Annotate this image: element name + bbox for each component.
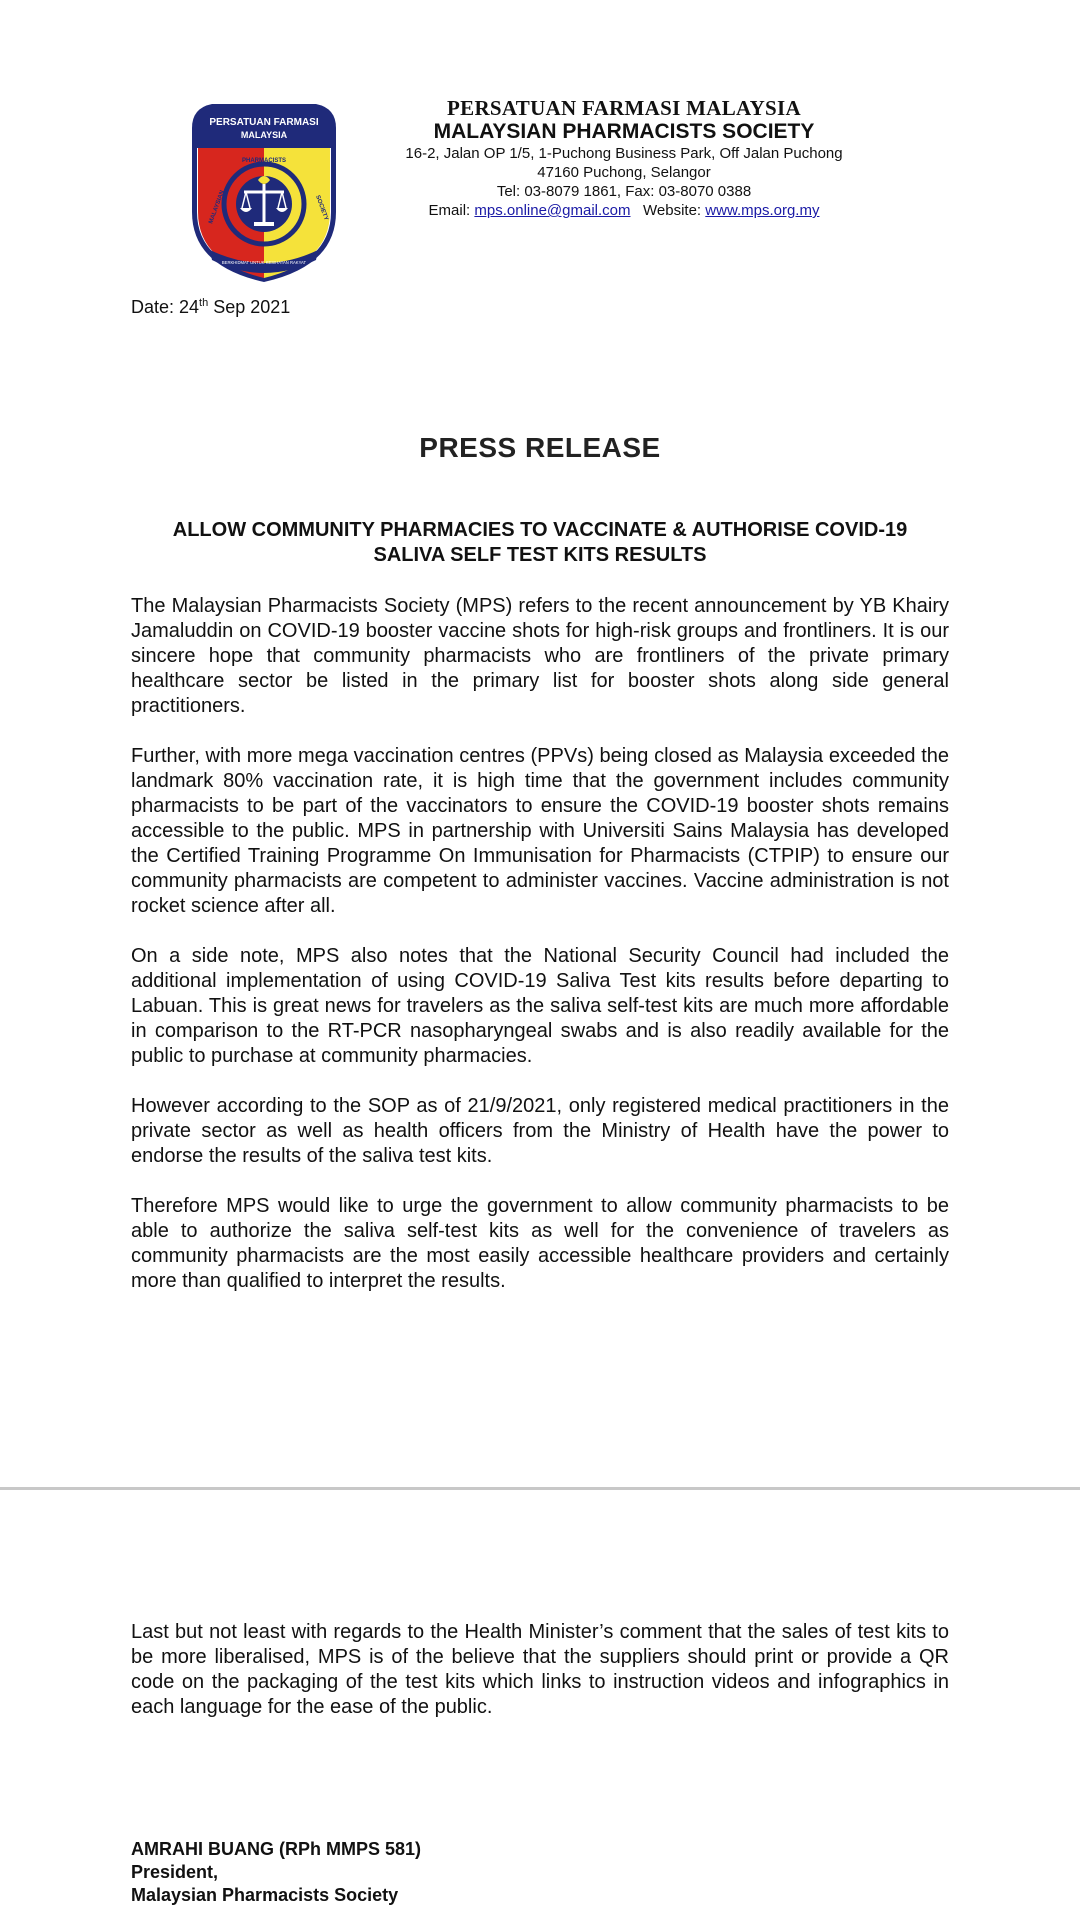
logo-ring-mid-text: PHARMACISTS <box>241 158 287 164</box>
address-line-1: 16-2, Jalan OP 1/5, 1-Puchong Business Park, Off Jalan Puchong <box>405 145 843 162</box>
page-break-divider <box>0 1487 1080 1490</box>
headline-line-1: ALLOW COMMUNITY PHARMACIES TO VACCINATE & AUTHORISE COVID-19 <box>172 519 908 541</box>
letterhead-details <box>372 96 876 220</box>
headline <box>131 518 949 568</box>
paragraph-6: Last but not least with regards to the Health Minister’s comment that the sales of test kits to be more liberalised, MPS is of the believe that the suppliers should print or provide a QR code on the packaging of the test kits which links to instruction videos and infographics in each language for the ease of the public. <box>131 1621 949 1718</box>
paragraph-3: On a side note, MPS also notes that the National Security Council had included the additional implementation of using COVID-19 Saliva Test kits results before departing to Labuan. This is great news for travelers as the saliva self-test kits are much more affordable in comparison to the RT-PCR nasopharyngeal swabs and is also readily available for the public to purchase at community pharmacies. <box>131 945 949 1067</box>
paragraph-4: However according to the SOP as of 21/9/2021, only registered medical practitioners in the private sector as well as health officers from the Ministry of Health have the power to endorse the results of the saliva test kits. <box>131 1095 949 1167</box>
paragraph-5: Therefore MPS would like to urge the government to allow community pharmacists to be able to authorize the saliva self-test kits as well for the convenience of travelers as community pharmacists are the most easily accessible healthcare providers and certainly more than qualified to interpret the results. <box>131 1195 949 1292</box>
signatory-title: President, <box>131 1862 219 1882</box>
press-release-title: PRESS RELEASE <box>419 432 661 463</box>
date-suffix: th <box>199 297 209 309</box>
logo-motto-text: BERKHIDMAT UNTUK KESIHATAN RAKYAT <box>221 260 307 265</box>
signatory-name: AMRAHI BUANG (RPh MMPS 581) <box>131 1839 422 1859</box>
body-paragraphs <box>131 594 949 1319</box>
mps-logo-emblem <box>188 100 340 282</box>
logo-ring-left-text: MALAYSIAN <box>208 189 226 225</box>
org-name-english: MALAYSIAN PHARMACISTS SOCIETY <box>433 120 815 143</box>
date-rest: Sep 2021 <box>208 297 291 317</box>
document-date <box>131 297 290 318</box>
org-name-malay: PERSATUAN FARMASI MALAYSIA <box>447 96 801 120</box>
signatory-organisation: Malaysian Pharmacists Society <box>131 1885 399 1905</box>
paragraph-1: The Malaysian Pharmacists Society (MPS) refers to the recent announcement by YB Khairy Jamaluddin on COVID-19 booster vaccine shots for high-risk groups and frontliners. It is our sincere hope that community pharmacists who are frontliners of the private primary healthcare sector be listed in the primary list for booster shots along side general practitioners. <box>131 595 949 717</box>
email-link[interactable]: mps.online@gmail.com <box>474 202 631 219</box>
headline-line-2: SALIVA SELF TEST KITS RESULTS <box>373 544 707 566</box>
website-link[interactable]: www.mps.org.my <box>705 202 820 219</box>
website-label: Website: <box>643 202 702 219</box>
contact-line: Tel: 03-8079 1861, Fax: 03-8070 0388 <box>496 183 752 200</box>
logo-top-text-line2: MALAYSIA <box>240 130 288 140</box>
address-line-2: 47160 Puchong, Selangor <box>537 164 711 181</box>
logo-ring-right-text: SOCIETY <box>314 194 329 222</box>
page-2-text <box>131 1620 949 1745</box>
email-website-line <box>372 201 876 220</box>
email-label: Email: <box>428 202 471 219</box>
paragraph-2: Further, with more mega vaccination centres (PPVs) being closed as Malaysia exceeded the landmark 80% vaccination rate, it is high time that the government includes community pharmacists to be part of the vaccinators to ensure the COVID-19 booster shots remains accessible to the public. MPS in partnership with Universiti Sains Malaysia has developed the Certified Training Programme On Immunisation for Pharmacists (CTPIP) to ensure our community pharmacists are competent to administer vaccines. Vaccine administration is not rocket science after all. <box>131 745 949 917</box>
signature-block <box>131 1838 421 1907</box>
date-label: Date: 24 <box>131 297 200 317</box>
logo-top-text-line1: PERSATUAN FARMASI <box>209 117 319 128</box>
